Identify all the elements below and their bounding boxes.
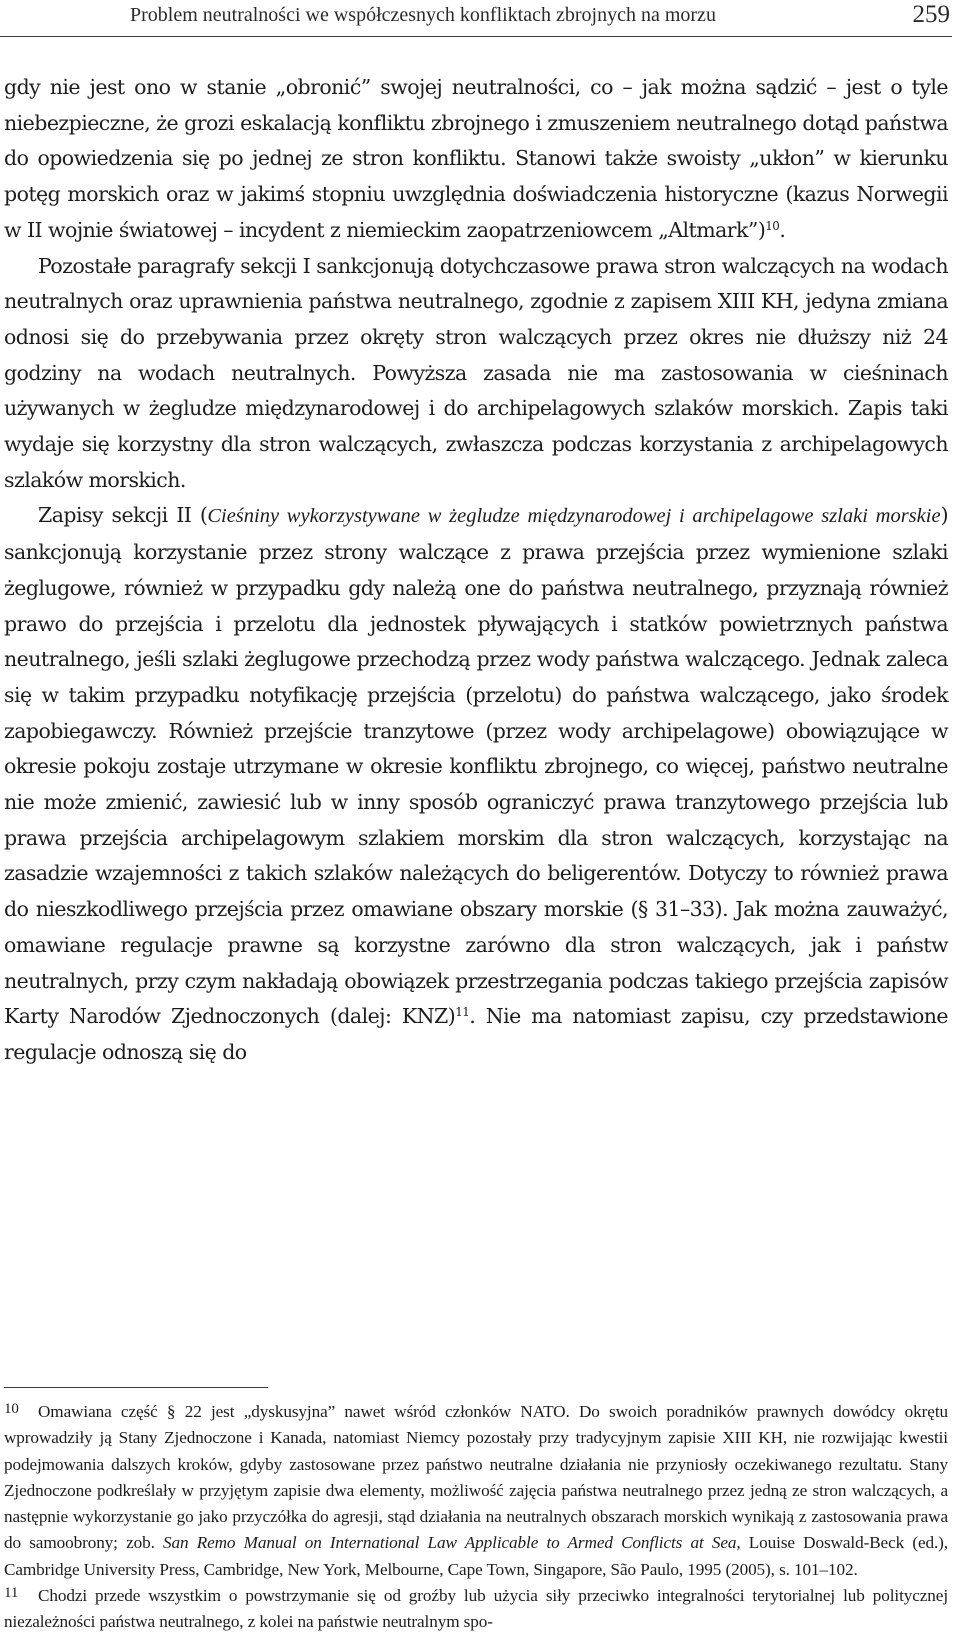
footnote-11-text: Chodzi przede wszystkim o powstrzymanie się od groźby lub użycia siły przeciwko integralności terytorialnej lub politycznej niezależności państwa neutralnego, z kolei na państwie neutralnym spo- [4, 1586, 948, 1632]
footnote-separator [4, 1387, 268, 1388]
footnote-10-text: Omawiana część § 22 jest „dyskusyjna” nawet wśród członków NATO. Do swoich poradników prawnych dowódcy okrętu wprowadziły ją Stany Zjednoczone i Kanada, natomiast Niemcy pozostały przy tradycyjnym zapisie XIII KH, nie rozwijając kwestii podejmowania dalszych kroków, gdyby zastosowane przez państwo neutralne działania nie przyniosły oczekiwanego rezultatu. Stany Zjednoczone podkreślały w przyjętym zapisie dwa elementy, możliwość zajęcia państwa neutralnego przez jedną ze stron walczących, a następnie wykorzystanie go jako przyczółka do agresji, stąd działania na neutralnych obszarach morskich wynikają z zastosowania prawa do samoobrony; zob. [4, 1402, 948, 1553]
paragraph-1-end: . [779, 217, 786, 242]
paragraph-3 [4, 498, 948, 1070]
paragraph-3-text: ) sankcjonują korzystanie przez strony walczące z prawa przejścia przez wymienione szlaki żeglugowe, również w przypadku gdy należą one do państwa neutralnego, przyznają również prawo do przejścia i przelotu dla jednostek pływających i statków powietrznych państwa neutralnego, jeśli szlaki żeglugowe przechodzą przez wody państwa walczącego. Jednak zaleca się w takim przypadku notyfikację przejścia (przelotu) do państwa walczącego, jako środek zapobiegawczy. Również przejście tranzytowe (przez wody archipelagowe) obowiązujące w okresie pokoju zostaje utrzymane w okresie konfliktu zbrojnego, co więcej, państwo neutralne nie może zmienić, zawiesić lub w inny sposób ograniczyć prawa tranzytowego przejścia lub prawa przejścia archipelagowym szlakiem morskim dla stron walczących, korzystając na zasadzie wzajemności z takich szlaków należących do beligerentów. Dotyczy to również prawa do nieszkodliwego przejścia przez omawiane obszary morskie (§ 31–33). Jak można zauważyć, omawiane regulacje prawne są korzystne zarówno dla stron walczących, jak i państw neutralnych, przy czym nakładają obowiązek przestrzegania podczas takiego przejścia zapisów Karty Narodów Zjednoczonych (dalej: KNZ) [4, 503, 949, 1029]
running-title: Problem neutralności we współczesnych konfliktach zbrojnych na morzu [130, 4, 716, 26]
footnote-10-citation: , Louise Doswald-Beck (ed.), Cambridge University Press, Cambridge, New York, Melbourne, Cape Town, Singapore, São Paulo, 1995 (2005), s. 101–102. [4, 1533, 948, 1579]
paragraph-3-text-end: . Nie ma natomiast zapisu, czy przedstawione regulacje odnoszą się do [4, 1004, 948, 1064]
cited-title: San Remo Manual on International Law Applicable to Armed Conflicts at Sea [163, 1533, 737, 1553]
footnote-10: 10 Omawiana część § 22 jest „dyskusyjna” nawet wśród członków NATO. Do swoich poradników prawnych dowódcy okrętu wprowadziły ją Stany Zjednoczone i Kanada, natomiast Niemcy pozostały przy tradycyjnym zapisie XIII KH, nie rozwijając kwestii podejmowania dalszych kroków, gdyby zastosowane przez państwo neutralne działania nie przyniosły oczekiwanego rezultatu. Stany Zjednoczone podkreślały w przyjętym zapisie dwa elementy, możliwość zajęcia państwa neutralnego przez jedną ze stron walczących, a następnie wykorzystanie go jako przyczółka do agresji, stąd działania na neutralnych obszarach morskich wynikają z zastosowania prawa do samoobrony; zob. San Remo Manual on International Law Applicable to Armed Conflicts at Sea, Louise Doswald-Beck (ed.), Cambridge University Press, Cambridge, New York, Melbourne, Cape Town, Singapore, São Paulo, 1995 (2005), s. 101–102. [4, 1401, 948, 1579]
page-number: 259 [912, 1, 950, 28]
footnote-11: 11 Chodzi przede wszystkim o powstrzymanie się od groźby lub użycia siły przeciwko integralności terytorialnej lub politycznej niezależności państwa neutralnego, z kolei na państwie neutralnym spo- [4, 1585, 948, 1632]
section-title-italic: Cieśniny wykorzystywane w żegludze międzynarodowej i archipelagowe szlaki morskie [207, 505, 941, 528]
paragraph-1-text: gdy nie jest ono w stanie „obronić” swojej neutralności, co – jak można sądzić – jest o tyle niebezpieczne, że grozi eskalacją konfliktu zbrojnego i zmuszeniem neutralnego dotąd państwa do opowiedzenia się po jednej ze stron konfliktu. Stanowi także swoisty „ukłon” w kierunku potęg morskich oraz w jakimś stopniu uwzględnia doświadczenia historyczne (kazus Norwegii w II wojnie światowej – incydent z niemieckim zaopatrzeniowcem „Altmark”) [4, 75, 948, 242]
running-header [0, 0, 952, 37]
main-text [4, 70, 948, 1071]
footnote-ref-10[interactable]: 10 [765, 218, 780, 233]
paragraph-3-text-start: Zapisy sekcji II ( [38, 503, 208, 528]
paragraph-1 [4, 70, 948, 249]
footnote-ref-11[interactable]: 11 [455, 1005, 470, 1020]
paragraph-2: Pozostałe paragrafy sekcji I sankcjonują dotychczasowe prawa stron walczących na wodach neutralnych oraz uprawnienia państwa neutralnego, zgodnie z zapisem XIII KH, jedyna zmiana odnosi się do przebywania przez okręty stron walczących przez okres nie dłuższy niż 24 godziny na wodach neutralnych. Powyższa zasada nie ma zastosowania w cieśninach używanych w żegludze międzynarodowej i do archipelagowych szlaków morskich. Zapis taki wydaje się korzystny dla stron walczących, zwłaszcza podczas korzystania z archipelagowych szlaków morskich. [4, 253, 948, 492]
footnotes [4, 1399, 948, 1636]
